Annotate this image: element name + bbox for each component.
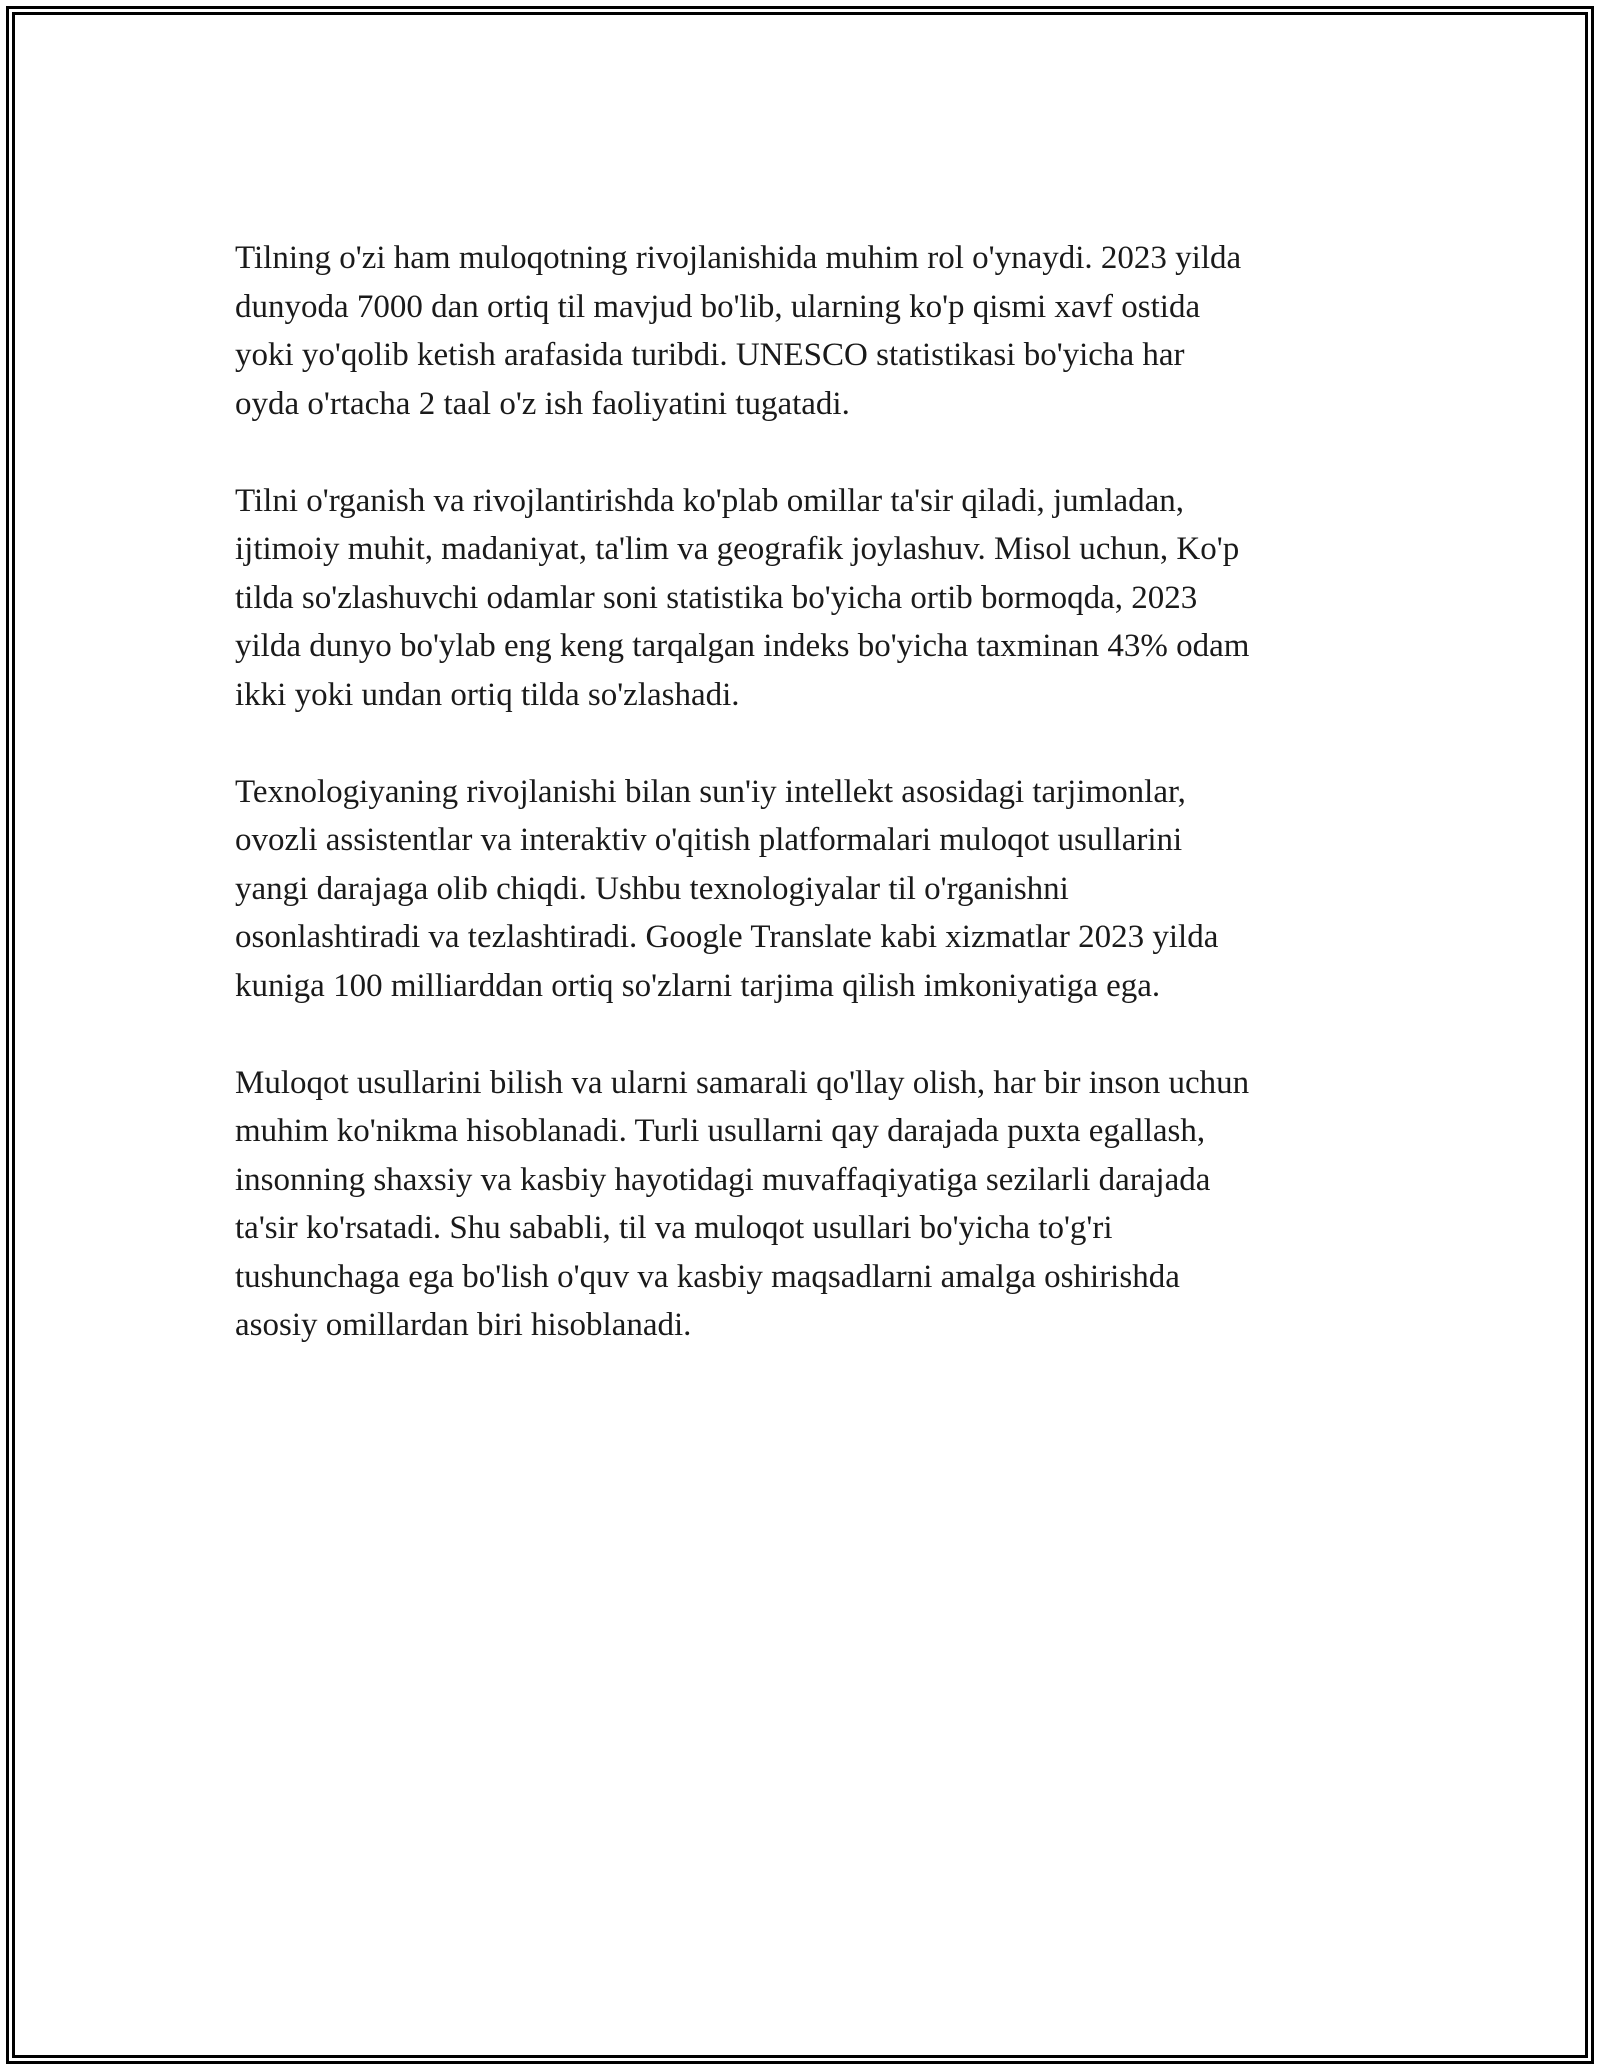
- paragraph-2: Tilni o'rganish va rivojlantirishda ko'plab omillar ta'sir qiladi, jumladan, ijtimoiy muhit, madaniyat, ta'lim va geografik joylashuv. Misol uchun, Ko'p tilda so'zlashuvchi odamlar soni statistika bo'yicha ortib bormoqda, 2023 yilda dunyo bo'ylab eng keng tarqalgan indeks bo'yicha taxminan 43% odam ikki yoki undan ortiq tilda so'zlashadi.: [235, 482, 1250, 713]
- paragraph-1: Tilning o'zi ham muloqotning rivojlanishida muhim rol o'ynaydi. 2023 yilda dunyoda 7000 dan ortiq til mavjud bo'lib, ularning ko'p qismi xavf ostida yoki yo'qolib ketish arafasida turibdi. UNESCO statistikasi bo'yicha har oyda o'rtacha 2 taal o'z ish faoliyatini tugatadi.: [235, 240, 1242, 422]
- document-body: [235, 234, 1375, 1398]
- paragraph-4: Muloqot usullarini bilish va ularni samarali qo'llay olish, har bir inson uchun muhim ko'nikma hisoblanadi. Turli usullarni qay darajada puxta egallash, insonning shaxsiy va kasbiy hayotidagi muvaffaqiyatiga sezilarli darajada ta'sir ko'rsatadi. Shu sababli, til va muloqot usullari bo'yicha to'g'ri tushunchaga ega bo'lish o'quv va kasbiy maqsadlarni amalga oshirishda asosiy omillardan biri hisoblanadi.: [235, 1064, 1250, 1343]
- paragraph-3: Texnologiyaning rivojlanishi bilan sun'iy intellekt asosidagi tarjimonlar, ovozli assistentlar va interaktiv o'qitish platformalari muloqot usullarini yangi darajaga olib chiqdi. Ushbu texnologiyalar til o'rganishni osonlashtiradi va tezlashtiradi. Google Translate kabi xizmatlar 2023 yilda kuniga 100 milliarddan ortiq so'zlarni tarjima qilish imkoniyatiga ega.: [235, 773, 1219, 1004]
